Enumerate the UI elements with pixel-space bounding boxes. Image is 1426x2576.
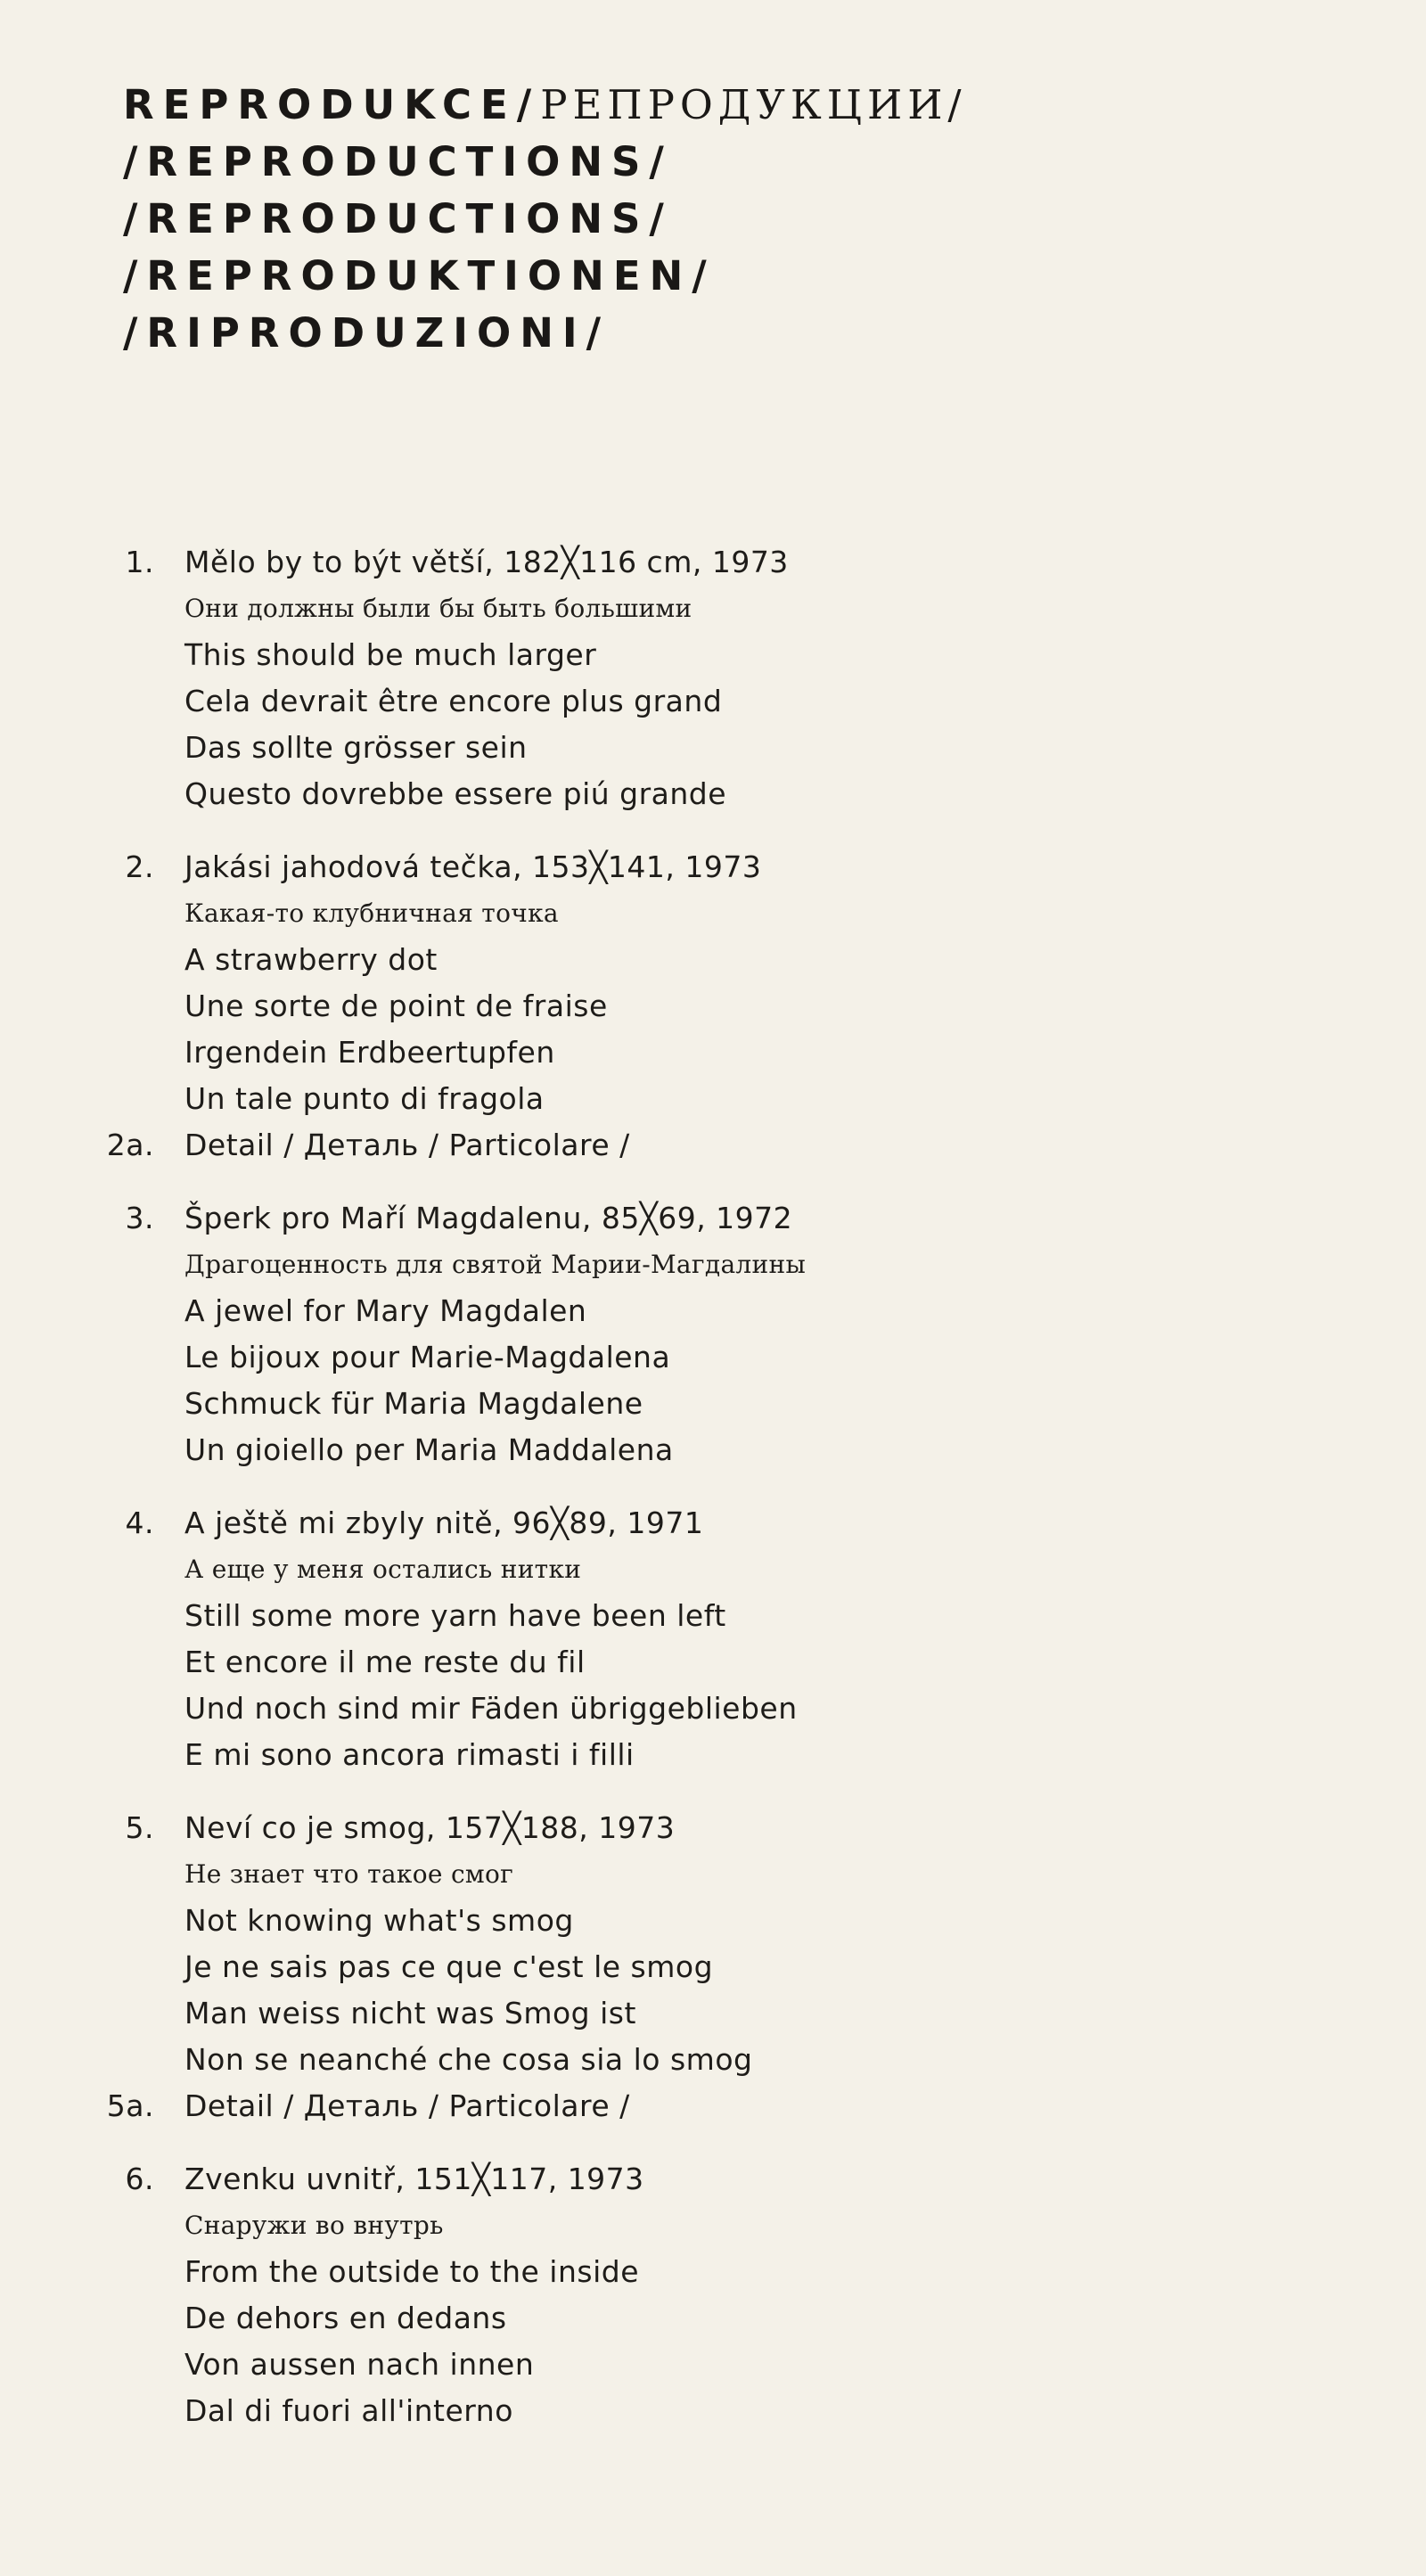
item-number: 5. xyxy=(125,1810,154,1845)
item-title-english: From the outside to the inside xyxy=(184,2254,639,2289)
item-title: Jakási jahodová tečka, 153╳141, 1973 xyxy=(184,849,762,884)
item-number: 2. xyxy=(125,849,154,884)
item-number: 6. xyxy=(125,2162,154,2196)
item-title-german: Und noch sind mir Fäden übriggeblieben xyxy=(184,1691,798,1726)
item-title-italian: Un gioiello per Maria Maddalena xyxy=(184,1432,674,1467)
item-title-english: A jewel for Mary Magdalen xyxy=(184,1293,587,1328)
heading-line-german: /REPRODUKTIONEN/ xyxy=(123,252,716,299)
heading-line-italian: /RIPRODUZIONI/ xyxy=(123,309,611,357)
item-title-german: Von aussen nach innen xyxy=(184,2347,535,2382)
item-title-german: Schmuck für Maria Magdalene xyxy=(184,1386,643,1421)
reproductions-list xyxy=(0,539,1426,2434)
item-title: Zvenku uvnitř, 151╳117, 1973 xyxy=(184,2162,644,2196)
detail-label: Detail / Деталь / Particolare / xyxy=(184,1128,630,1162)
heading-line-english: /REPRODUCTIONS/ xyxy=(123,138,673,185)
item-title-italian: Un tale punto di fragola xyxy=(184,1081,545,1116)
page-heading xyxy=(123,77,967,362)
heading-russian: РЕПРОДУКЦИИ/ xyxy=(540,81,967,128)
heading-line-1 xyxy=(123,77,967,134)
item-title: Šperk pro Maří Magdalenu, 85╳69, 1972 xyxy=(184,1201,793,1235)
item-title-french: Le bijoux pour Marie-Magdalena xyxy=(184,1340,671,1374)
item-title-french: De dehors en dedans xyxy=(184,2301,507,2335)
item-title-french: Cela devrait être encore plus grand xyxy=(184,684,723,718)
item-title-russian: А еще у меня остались нитки xyxy=(184,1555,582,1584)
item-title-english: This should be much larger xyxy=(184,637,597,672)
item-number: 1. xyxy=(125,545,154,579)
detail-number: 5a. xyxy=(106,2088,154,2123)
item-title-english: Not knowing what's smog xyxy=(184,1903,574,1938)
item-title-english: A strawberry dot xyxy=(184,942,438,977)
item-title-french: Une sorte de point de fraise xyxy=(184,989,608,1023)
detail-label: Detail / Деталь / Particolare / xyxy=(184,2088,630,2123)
list-item xyxy=(0,539,1426,817)
item-number: 4. xyxy=(125,1505,154,1540)
item-title-italian: E mi sono ancora rimasti i filli xyxy=(184,1737,635,1772)
item-title-italian: Questo dovrebbe essere piú grande xyxy=(184,776,727,811)
list-item xyxy=(0,2156,1426,2434)
item-title-russian: Снаружи во внутрь xyxy=(184,2211,444,2240)
item-title: Neví co je smog, 157╳188, 1973 xyxy=(184,1810,676,1845)
item-title: A ještě mi zbyly nitě, 96╳89, 1971 xyxy=(184,1505,704,1540)
detail-number: 2a. xyxy=(106,1128,154,1162)
item-title-german: Das sollte grösser sein xyxy=(184,730,528,765)
item-title-french: Et encore il me reste du fil xyxy=(184,1645,586,1679)
item-title-italian: Dal di fuori all'interno xyxy=(184,2393,513,2428)
item-title-italian: Non se neanché che cosa sia lo smog xyxy=(184,2042,753,2077)
list-item xyxy=(0,1500,1426,1778)
list-item xyxy=(0,844,1426,1169)
item-title-russian: Не знает что такое смог xyxy=(184,1859,514,1889)
item-title-german: Irgendein Erdbeertupfen xyxy=(184,1035,555,1070)
item-title-german: Man weiss nicht was Smog ist xyxy=(184,1996,636,2030)
item-title-french: Je ne sais pas ce que c'est le smog xyxy=(184,1949,714,1984)
item-number: 3. xyxy=(125,1201,154,1235)
list-item xyxy=(0,1805,1426,2129)
item-title-russian: Драгоценность для святой Марии-Магдалины xyxy=(184,1250,807,1279)
heading-czech: REPRODUKCE/ xyxy=(123,81,541,128)
heading-line-french: /REPRODUCTIONS/ xyxy=(123,195,673,242)
list-item xyxy=(0,1195,1426,1473)
item-title-english: Still some more yarn have been left xyxy=(184,1598,726,1633)
item-title: Mělo by to být větší, 182╳116 cm, 1973 xyxy=(184,545,789,579)
item-title-russian: Они должны были бы быть большими xyxy=(184,594,693,623)
item-title-russian: Какая-то клубничная точка xyxy=(184,898,559,928)
